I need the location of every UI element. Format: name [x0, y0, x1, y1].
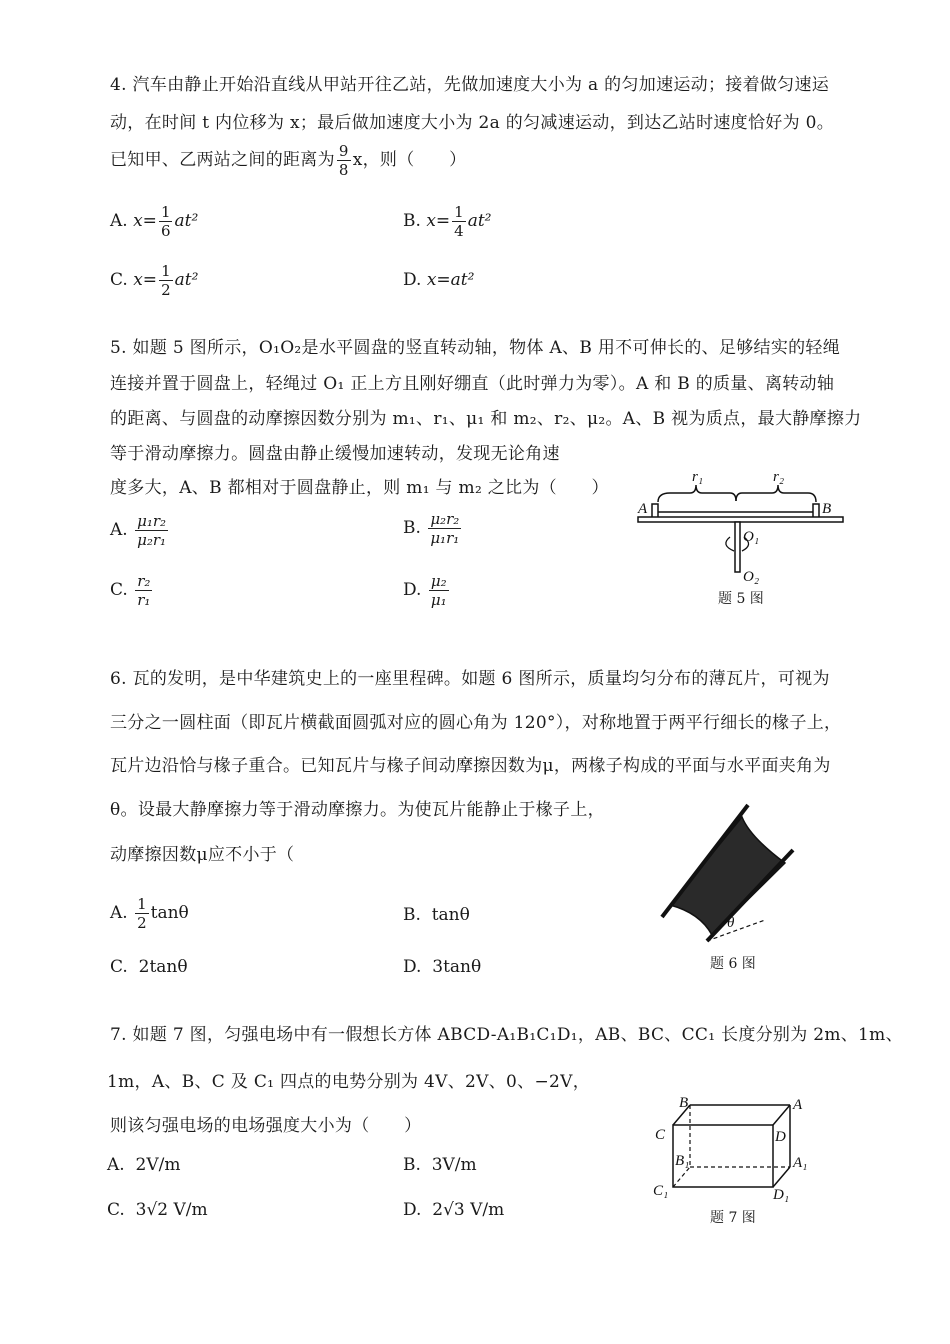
denominator: 6 [160, 222, 171, 240]
q6-option-d [403, 957, 481, 977]
q5-option-c [110, 572, 154, 609]
q4-option-a [110, 203, 198, 240]
numerator: 1 [161, 262, 171, 280]
q4-option-b [403, 203, 492, 240]
q6-line-3: 瓦片边沿恰与椽子重合。已知瓦片与椽子间动摩擦因数为μ，两椽子构成的平面与水平面夹角为 [110, 756, 831, 776]
option-text: 2tanθ [138, 957, 188, 977]
q6-line-4: θ。设最大静摩擦力等于滑动摩擦力。为使瓦片能静止于椽子上， [110, 800, 605, 820]
option-label: A. [110, 903, 128, 923]
option-label: C. [107, 1200, 125, 1220]
q7-option-a [107, 1155, 180, 1175]
q7-option-b [403, 1155, 477, 1175]
q7-option-c [107, 1200, 208, 1220]
q7-option-d [403, 1200, 504, 1220]
option-label: A. [110, 211, 128, 231]
q6-figure-tile [650, 795, 810, 945]
fraction [159, 203, 173, 240]
label-o2: O₂ [743, 569, 760, 585]
option-label: C. [110, 580, 128, 600]
numerator: 1 [137, 895, 147, 913]
option-label: B. [403, 905, 421, 925]
numerator: 1 [454, 203, 464, 221]
denominator: 4 [454, 222, 464, 240]
numerator: 1 [160, 203, 171, 221]
q7-line-3: 则该匀强电场的电场强度大小为（ ） [110, 1116, 422, 1136]
option-label: C. [110, 270, 128, 290]
label-o1: O₁ [743, 529, 760, 545]
option-text: at² [174, 270, 199, 290]
option-text: tanθ [431, 905, 470, 925]
block-b [813, 504, 819, 518]
q5-option-d [403, 572, 451, 609]
option-label: D. [403, 270, 422, 290]
numerator: μ₂ [430, 572, 447, 590]
q4-line-2: 动，在时间 t 内位移为 x；最后做加速度大小为 2a 的匀减速运动，到达乙站时速度恰好为 0。 [110, 113, 835, 133]
option-label: B. [403, 211, 421, 231]
numerator: μ₂r₂ [430, 510, 460, 528]
q6-option-c [110, 957, 188, 977]
q6-option-a [110, 895, 189, 932]
option-text: 3tanθ [432, 957, 482, 977]
label-c: C [655, 1127, 666, 1143]
q5-line-4: 等于滑动摩擦力。圆盘由静止缓慢加速转动，发现无论角速 [110, 444, 560, 464]
option-text: at² [467, 211, 492, 231]
label-theta: θ [727, 915, 735, 931]
q7-line-1: 7. 如题 7 图，匀强电场中有一假想长方体 ABCD-A₁B₁C₁D₁，AB、BC、CC₁ 长度分别为 2m、1m、 [110, 1025, 903, 1045]
q5-figure-disk [630, 465, 850, 590]
axis [735, 522, 740, 572]
q4-line-1: 4. 汽车由静止开始沿直线从甲站开往乙站，先做加速度大小为 a 的匀加速运动；接着做匀速运 [110, 75, 830, 95]
fraction [429, 572, 449, 609]
q6-line-2: 三分之一圆柱面（即瓦片横截面圆弧对应的圆心角为 120°），对称地置于两平行细长的椽子上， [110, 713, 842, 733]
label-a1: A₁ [793, 1155, 808, 1171]
label-b: B [822, 501, 832, 517]
fraction [337, 142, 351, 179]
q5-figure-caption: 题 5 图 [718, 591, 764, 607]
option-text: 2√3 V/m [432, 1200, 505, 1220]
label-d1: D₁ [773, 1187, 790, 1203]
q6-line-1: 6. 瓦的发明，是中华建筑史上的一座里程碑。如题 6 图所示，质量均匀分布的薄瓦片，可视为 [110, 669, 830, 689]
q6-option-b [403, 905, 470, 925]
q4-line-3 [110, 142, 466, 179]
q7-figure-cuboid [645, 1095, 825, 1205]
q6-figure-caption: 题 6 图 [710, 956, 756, 972]
denominator: 8 [338, 161, 349, 179]
label-r2: r₂ [773, 469, 785, 485]
option-label: D. [403, 1200, 422, 1220]
numerator: r₂ [137, 572, 151, 590]
label-d: D [775, 1129, 786, 1145]
fraction [159, 262, 173, 299]
option-label: A. [107, 1155, 125, 1175]
option-text: tanθ [150, 903, 189, 923]
option-label: B. [403, 518, 421, 538]
label-a: A [793, 1097, 803, 1113]
label-a: A [638, 501, 648, 517]
option-text: at² [174, 211, 199, 231]
q5-line-2: 连接并置于圆盘上，轻绳过 O₁ 正上方且刚好绷直（此时弹力为零）。A 和 B 的质量、离转动轴 [110, 374, 835, 394]
block-a [652, 504, 658, 518]
denominator: 2 [161, 281, 171, 299]
q5-line-5: 度多大，A、B 都相对于圆盘静止，则 m₁ 与 m₂ 之比为（ ） [110, 478, 609, 498]
q4-line-3-pre: 已知甲、乙两站之间的距离为 [110, 150, 335, 170]
label-b1: B₁ [675, 1153, 690, 1169]
q6-line-5: 动摩擦因数μ应不小于（ [110, 845, 295, 865]
option-label: A. [110, 520, 128, 540]
q5-option-a [110, 512, 170, 549]
brace-r2 [736, 485, 816, 502]
fraction [135, 512, 168, 549]
fraction [428, 510, 461, 547]
numerator: μ₁r₂ [137, 512, 167, 530]
option-text: 3√2 V/m [135, 1200, 208, 1220]
denominator: r₁ [137, 591, 151, 609]
option-label: D. [403, 957, 422, 977]
label-c1: C₁ [653, 1183, 669, 1199]
q4-option-d [403, 270, 474, 290]
option-text: 2V/m [135, 1155, 181, 1175]
option-text: x= [133, 211, 157, 231]
denominator: 2 [137, 914, 147, 932]
option-label: C. [110, 957, 128, 977]
brace-r1 [658, 485, 736, 502]
denominator: μ₁ [430, 591, 447, 609]
label-b: B [679, 1095, 689, 1111]
option-text: 3V/m [431, 1155, 477, 1175]
option-label: D. [403, 580, 422, 600]
label-r1: r₁ [692, 469, 704, 485]
q7-line-2: 1m，A、B、C 及 C₁ 四点的电势分别为 4V、2V、0、−2V， [107, 1072, 590, 1092]
q5-line-3: 的距离、与圆盘的动摩擦因数分别为 m₁、r₁、μ₁ 和 m₂、r₂、μ₂。A、B 视为质点，最大静摩擦力 [110, 409, 862, 429]
q4-option-c [110, 262, 198, 299]
numerator: 9 [338, 142, 349, 160]
q5-line-1: 5. 如题 5 图所示，O₁O₂是水平圆盘的竖直转动轴，物体 A、B 用不可伸长的、足够结实的轻绳 [110, 338, 841, 358]
denominator: μ₂r₁ [137, 531, 167, 549]
option-text: x= [133, 270, 158, 290]
fraction [135, 895, 149, 932]
fraction [135, 572, 152, 609]
q5-option-b [403, 510, 463, 547]
q7-figure-caption: 题 7 图 [710, 1210, 756, 1226]
option-text: x= [426, 211, 451, 231]
option-text: x=at² [426, 270, 475, 290]
fraction [452, 203, 466, 240]
q4-line-3-post: x，则（ ） [352, 150, 467, 170]
denominator: μ₁r₁ [430, 529, 460, 547]
option-label: B. [403, 1155, 421, 1175]
